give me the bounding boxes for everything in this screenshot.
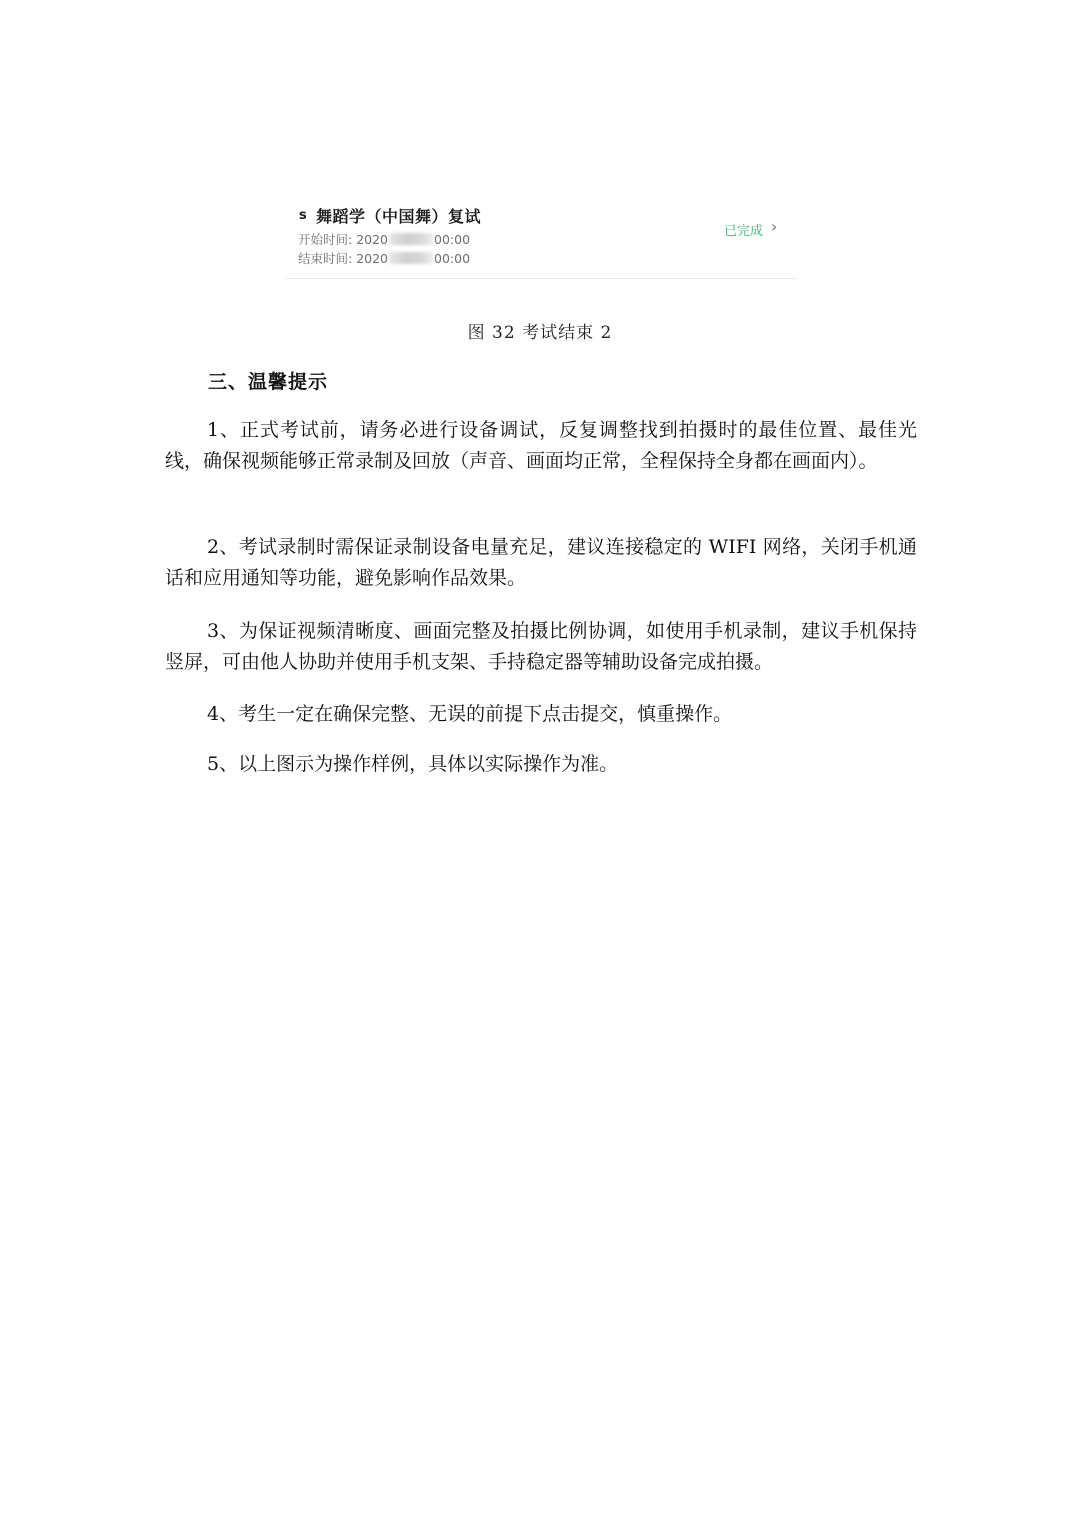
start-time-row — [298, 230, 470, 248]
figure-caption: 图 32 考试结束 2 — [467, 323, 613, 343]
section-heading: 三、温馨提示 — [208, 371, 329, 393]
end-time-row — [298, 249, 470, 267]
exam-card[interactable] — [285, 196, 798, 279]
exam-title: 舞蹈学（中国舞）复试 — [316, 207, 482, 226]
status-badge[interactable]: 已完成 — [724, 224, 764, 239]
redacted-blur — [389, 233, 433, 245]
chevron-right-icon[interactable]: › — [771, 217, 778, 236]
tip-paragraph: 3、为保证视频清晰度、画面完整及拍摄比例协调，如使用手机录制，建议手机保持竖屏，可由他人协助并使用手机支架、手持稳定器等辅助设备完成拍摄。 — [165, 620, 917, 673]
tip-paragraph: 5、以上图示为操作样例，具体以实际操作为准。 — [207, 753, 619, 775]
start-time-prefix: 2020 — [356, 232, 389, 247]
tip-paragraph: 4、考生一定在确保完整、无误的前提下点击提交，慎重操作。 — [207, 703, 733, 725]
start-time-suffix: 00:00 — [434, 232, 471, 247]
redacted-blur — [389, 252, 433, 264]
end-time-label: 结束时间: — [298, 251, 353, 266]
card-bullet: s — [299, 208, 307, 223]
end-time-suffix: 00:00 — [434, 251, 471, 266]
end-time-prefix: 2020 — [356, 251, 389, 266]
start-time-label: 开始时间: — [298, 232, 353, 247]
tip-paragraph: 2、考试录制时需保证录制设备电量充足，建议连接稳定的 WIFI 网络，关闭手机通话和应用通知等功能，避免影响作品效果。 — [165, 536, 917, 589]
tip-paragraph: 1、正式考试前，请务必进行设备调试，反复调整找到拍摄时的最佳位置、最佳光线，确保视频能够正常录制及回放（声音、画面均正常，全程保持全身都在画面内）。 — [165, 419, 917, 472]
